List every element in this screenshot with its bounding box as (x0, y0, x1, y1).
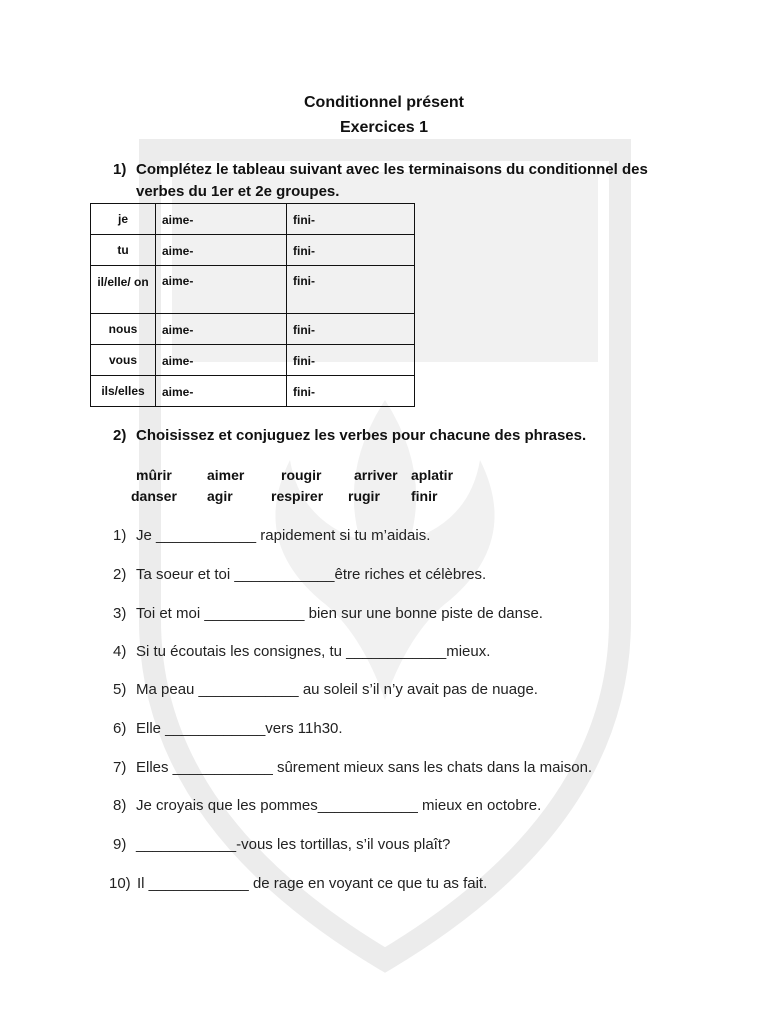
conjugation-table (90, 203, 415, 407)
page-subtitle: Exercices 1 (339, 119, 429, 136)
question-1-number: 1) (113, 161, 127, 178)
answer-cell-finir[interactable]: fini- (287, 266, 415, 314)
sentence-number: 2) (113, 566, 127, 583)
answer-cell-finir[interactable]: fini- (287, 235, 415, 266)
sentence-number: 8) (113, 797, 127, 814)
table-row (91, 314, 415, 345)
verb-bank-item: aplatir (411, 467, 454, 483)
table-row (91, 266, 415, 314)
sentence-number: 3) (113, 605, 127, 622)
question-2-text: Choisissez et conjuguez les verbes pour chacune des phrases. (136, 427, 587, 444)
answer-cell-aimer[interactable]: aime- (156, 266, 287, 314)
verb-bank-item: rougir (281, 467, 322, 483)
sentence-text: Je ____________ rapidement si tu m’aidais. (136, 527, 431, 544)
table-row (91, 235, 415, 266)
verb-bank-item: aimer (207, 467, 245, 483)
sentence-text: Je croyais que les pommes____________ mieux en octobre. (136, 797, 542, 814)
sentence-number: 7) (113, 759, 127, 776)
answer-cell-finir[interactable]: fini- (287, 376, 415, 407)
verb-bank-item: rugir (348, 488, 380, 504)
verb-bank-item: agir (207, 488, 233, 504)
sentence-text: Il ____________ de rage en voyant ce que tu as fait. (137, 875, 488, 892)
sentence-number: 5) (113, 681, 127, 698)
pronoun-cell: je (91, 204, 156, 235)
verb-bank-item: arriver (354, 467, 398, 483)
sentence-number: 1) (113, 527, 127, 544)
answer-cell-aimer[interactable]: aime- (156, 345, 287, 376)
table-row (91, 204, 415, 235)
table-row (91, 376, 415, 407)
sentence-text: Elle ____________vers 11h30. (136, 720, 343, 737)
sentence-text: Toi et moi ____________ bien sur une bonne piste de danse. (136, 605, 543, 622)
answer-cell-finir[interactable]: fini- (287, 345, 415, 376)
verb-bank-item: danser (131, 488, 177, 504)
page-title: Conditionnel présent (304, 94, 464, 111)
sentence-text: Elles ____________ sûrement mieux sans les chats dans la maison. (136, 759, 593, 776)
pronoun-cell: il/elle/ on (91, 266, 156, 314)
pronoun-cell: ils/elles (91, 376, 156, 407)
answer-cell-aimer[interactable]: aime- (156, 314, 287, 345)
pronoun-cell: tu (91, 235, 156, 266)
pronoun-cell: nous (91, 314, 156, 345)
sentence-number: 9) (113, 836, 127, 853)
sentence-text: Ma peau ____________ au soleil s’il n’y avait pas de nuage. (136, 681, 538, 698)
pronoun-cell: vous (91, 345, 156, 376)
answer-cell-aimer[interactable]: aime- (156, 204, 287, 235)
table-row (91, 345, 415, 376)
sentence-text: ____________-vous les tortillas, s’il vous plaît? (136, 836, 451, 853)
question-1-text: Complétez le tableau suivant avec les terminaisons du conditionnel des verbes du 1er et 2e groupes. (136, 161, 648, 200)
answer-cell-aimer[interactable]: aime- (156, 235, 287, 266)
verb-bank-item: respirer (271, 488, 324, 504)
answer-cell-finir[interactable]: fini- (287, 314, 415, 345)
sentence-text: Ta soeur et toi ____________être riches et célèbres. (136, 566, 487, 583)
verb-bank-item: finir (411, 488, 438, 504)
sentence-text: Si tu écoutais les consignes, tu ____________mieux. (136, 643, 491, 660)
sentence-number: 10) (109, 875, 131, 892)
verb-bank-item: mûrir (136, 467, 172, 483)
sentence-number: 4) (113, 643, 127, 660)
sentence-number: 6) (113, 720, 127, 737)
question-2-number: 2) (113, 427, 127, 444)
answer-cell-finir[interactable]: fini- (287, 204, 415, 235)
answer-cell-aimer[interactable]: aime- (156, 376, 287, 407)
